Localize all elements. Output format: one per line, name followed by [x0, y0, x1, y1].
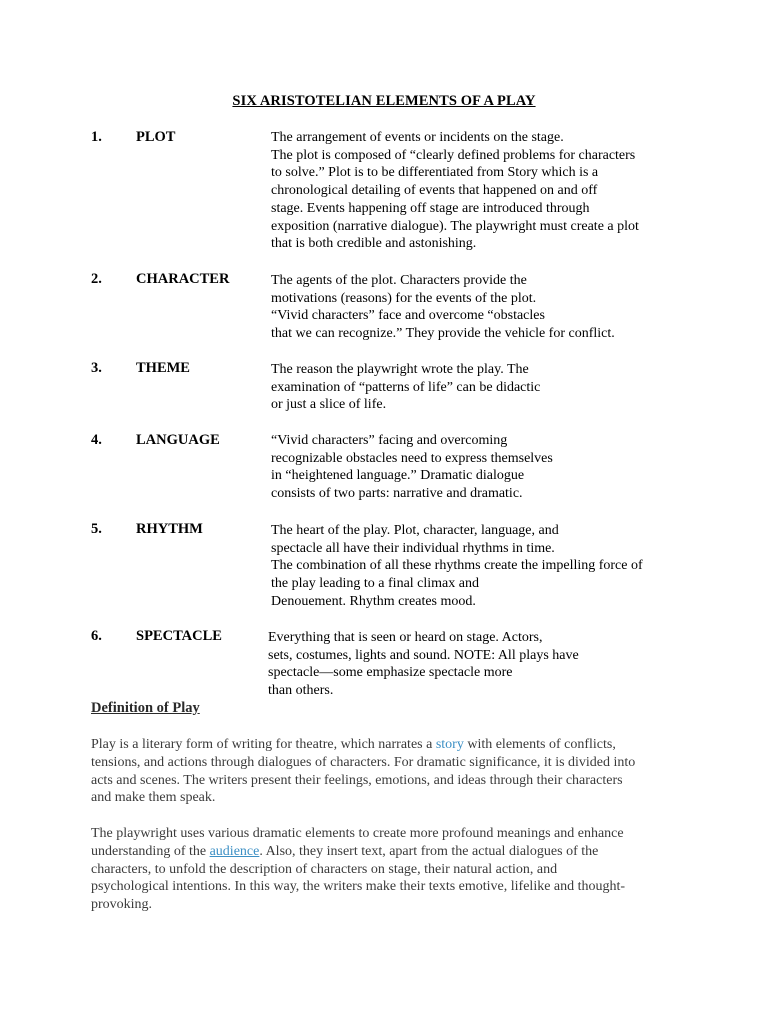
paragraph-line: psychological intentions. In this way, the writers make their texts emotive, lifelike and thought-	[91, 879, 626, 895]
paragraph-line: acts and scenes. The writers present their feelings, emotions, and ideas through their characters	[91, 772, 623, 788]
description-line: The arrangement of events or incidents on the stage.	[271, 130, 564, 145]
description-line: motivations (reasons) for the events of the plot.	[271, 290, 537, 306]
paragraph-line	[91, 736, 635, 754]
description-line: “Vivid characters” facing and overcoming	[271, 433, 508, 448]
element-description-plot	[271, 129, 639, 253]
paragraph-line: tensions, and actions through dialogues of characters. For dramatic significance, it is divided into	[91, 754, 636, 770]
text-run: with elements of conflicts,	[463, 737, 616, 752]
text-run: understanding of the	[91, 843, 210, 859]
element-name-spectacle: SPECTACLE	[136, 628, 222, 644]
description-line: “Vivid characters” face and overcome “obstacles	[271, 308, 545, 324]
description-line: The plot is composed of “clearly defined problems for characters	[271, 147, 636, 163]
element-description-language	[271, 432, 553, 503]
description-line: chronological detailing of events that happened on and off	[271, 183, 598, 199]
description-line: The combination of all these rhythms create the impelling force of	[271, 558, 643, 574]
description-line: the play leading to a final climax and	[271, 576, 479, 592]
description-line: Everything that is seen or heard on stage. Actors,	[268, 630, 543, 645]
description-line: examination of “patterns of life” can be didactic	[271, 379, 541, 395]
description-line: to solve.” Plot is to be differentiated from Story which is a	[271, 165, 599, 181]
definition-paragraph-1	[91, 736, 635, 807]
paragraph-line: characters, to unfold the description of characters on stage, their natural action, and	[91, 861, 558, 877]
element-name-rhythm: RHYTHM	[136, 521, 203, 537]
description-line: The agents of the plot. Characters provide the	[271, 273, 527, 288]
element-number: 6.	[91, 628, 102, 644]
definition-paragraph-2	[91, 825, 625, 914]
text-run: Play is a literary form of writing for theatre, which narrates a	[91, 737, 436, 752]
description-line: that we can recognize.” They provide the vehicle for conflict.	[271, 326, 615, 342]
element-description-character	[271, 272, 615, 343]
element-name-character: CHARACTER	[136, 271, 230, 287]
description-line: exposition (narrative dialogue). The playwright must create a plot	[271, 218, 639, 234]
element-description-rhythm	[271, 522, 643, 611]
element-number: 2.	[91, 271, 102, 287]
story-link[interactable]: story	[435, 737, 464, 752]
page-title: SIX ARISTOTELIAN ELEMENTS OF A PLAY	[232, 93, 536, 109]
description-line: or just a slice of life.	[271, 397, 387, 413]
description-line: sets, costumes, lights and sound. NOTE: All plays have	[268, 647, 579, 663]
description-line: in “heightened language.” Dramatic dialogue	[271, 468, 525, 484]
text-run: . Also, they insert text, apart from the actual dialogues of the	[259, 843, 599, 859]
description-line: recognizable obstacles need to express themselves	[271, 450, 553, 466]
paragraph-line: and make them speak.	[91, 790, 216, 806]
paragraph-line: The playwright uses various dramatic elements to create more profound meanings and enhance	[91, 826, 624, 841]
paragraph-line: provoking.	[91, 897, 153, 913]
description-line: than others.	[268, 683, 334, 699]
element-name-plot: PLOT	[136, 129, 176, 145]
element-number: 5.	[91, 521, 102, 537]
description-line: spectacle—some emphasize spectacle more	[268, 665, 513, 681]
description-line: consists of two parts: narrative and dramatic.	[271, 486, 523, 502]
element-number: 3.	[91, 360, 102, 376]
description-line: that is both credible and astonishing.	[271, 236, 477, 252]
element-name-theme: THEME	[136, 360, 190, 376]
description-line: spectacle all have their individual rhythms in time.	[271, 540, 555, 556]
description-line: stage. Events happening off stage are introduced through	[271, 200, 590, 216]
paragraph-line	[91, 843, 625, 861]
audience-link[interactable]: audience	[209, 843, 260, 859]
element-number: 1.	[91, 129, 102, 145]
description-line: The heart of the play. Plot, character, language, and	[271, 523, 559, 538]
definition-heading: Definition of Play	[91, 700, 200, 716]
element-name-language: LANGUAGE	[136, 432, 220, 448]
description-line: The reason the playwright wrote the play. The	[271, 362, 529, 377]
description-line: Denouement. Rhythm creates mood.	[271, 593, 476, 609]
element-number: 4.	[91, 432, 102, 448]
element-description-spectacle	[268, 629, 579, 700]
element-description-theme	[271, 361, 540, 414]
